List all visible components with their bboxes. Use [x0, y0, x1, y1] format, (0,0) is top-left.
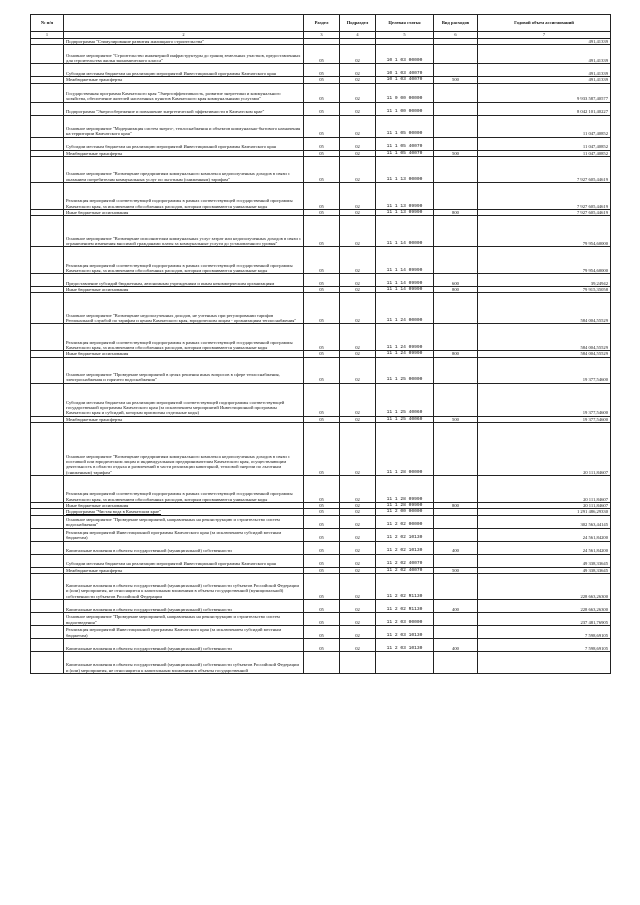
table-row: [31, 324, 611, 351]
row-target-article-cell: 11 1 25 40060: [376, 416, 434, 422]
row-section-cell: 05: [304, 509, 340, 515]
row-target-article-cell: 11 1 14 00000: [376, 216, 434, 247]
row-amount-cell: 24 561,84200: [478, 541, 611, 554]
table-row: [31, 137, 611, 150]
row-number-cell: [31, 156, 64, 182]
row-name-cell: Государственная программа Камчатского края "Энергоэффективность, развитие энергетики и коммунального хозяйства, обеспечение жителей населенных пунктов Камчатского края коммунальными услугами": [64, 83, 304, 102]
row-subsection-cell: 02: [340, 156, 376, 182]
column-number: 1: [31, 32, 64, 39]
row-name-cell: Межбюджетные трансферты: [64, 150, 304, 156]
row-section-cell: 05: [304, 612, 340, 625]
row-expense-type-cell: 800: [434, 503, 478, 509]
row-target-article-cell: 10 1 03 40070: [376, 64, 434, 77]
row-section-cell: 05: [304, 156, 340, 182]
row-expense-type-cell: [434, 293, 478, 324]
column-number: 7: [478, 32, 611, 39]
row-subsection-cell: 02: [340, 573, 376, 599]
row-target-article-cell: 11 2 03 10130: [376, 638, 434, 651]
row-amount-cell: 79 954,60000: [478, 216, 611, 247]
row-amount-cell: 19 377,54600: [478, 357, 611, 383]
table-row: [31, 293, 611, 324]
row-number-cell: [31, 45, 64, 64]
row-target-article-cell: 11 1 28 09990: [376, 503, 434, 509]
row-amount-cell: 1 291 486,29330: [478, 509, 611, 515]
row-expense-type-cell: 400: [434, 638, 478, 651]
row-number-cell: [31, 324, 64, 351]
row-subsection-cell: 02: [340, 528, 376, 541]
row-subsection-cell: 02: [340, 625, 376, 638]
row-subsection-cell: 02: [340, 383, 376, 416]
row-name-cell: Подпрограмма "Стимулирование развития жилищного строительства": [64, 39, 304, 45]
header-target-article: Целевая статья: [376, 15, 434, 32]
row-section-cell: 05: [304, 324, 340, 351]
row-target-article-cell: 11 0 00 00000: [376, 83, 434, 102]
row-expense-type-cell: [434, 216, 478, 247]
row-section-cell: 05: [304, 351, 340, 357]
row-number-cell: [31, 274, 64, 287]
header-name: [64, 15, 304, 32]
row-amount-cell: 237 481,76905: [478, 612, 611, 625]
row-subsection-cell: 02: [340, 638, 376, 651]
row-number-cell: [31, 476, 64, 503]
row-name-cell: Реализация мероприятий соответствующей подпрограммы в рамках соответствующей государственной программы Камчатского края, за исключением обособленных расходов, которым присваиваются уникальные коды: [64, 476, 304, 503]
row-subsection-cell: 02: [340, 115, 376, 137]
row-target-article-cell: 11 2 02 00000: [376, 515, 434, 528]
row-number-cell: [31, 541, 64, 554]
row-section-cell: 05: [304, 554, 340, 567]
row-number-cell: [31, 573, 64, 599]
table-row: [31, 247, 611, 274]
row-target-article-cell: 11 2 02 R1130: [376, 573, 434, 599]
row-name-cell: Основное мероприятие "Проведение мероприятий в целях решения иных вопросов в сфере теплоснабжения, электроснабжения и горячего водоснабжения": [64, 357, 304, 383]
row-subsection-cell: 02: [340, 64, 376, 77]
row-number-cell: [31, 293, 64, 324]
row-target-article-cell: 11 1 13 09990: [376, 182, 434, 209]
row-name-cell: Реализация мероприятий соответствующей подпрограммы в рамках соответствующей государственной программы Камчатского края, за исключением обособленных расходов, которым присваиваются уникальные коды: [64, 324, 304, 351]
row-section-cell: 05: [304, 416, 340, 422]
table-row: [31, 625, 611, 638]
row-amount-cell: 79 915,35058: [478, 287, 611, 293]
row-expense-type-cell: [434, 528, 478, 541]
row-subsection-cell: 02: [340, 416, 376, 422]
row-name-cell: Предоставление субсидий бюджетным, автономным учреждениям и иным некоммерческим организациям: [64, 274, 304, 287]
row-target-article-cell: 11 1 25 00000: [376, 357, 434, 383]
row-expense-type-cell: 500: [434, 150, 478, 156]
table-header-row: [31, 15, 611, 32]
row-amount-cell: 20 111,84607: [478, 503, 611, 509]
table-row: [31, 423, 611, 476]
row-section-cell: 05: [304, 102, 340, 115]
row-number-cell: [31, 247, 64, 274]
row-name-cell: Основное мероприятие "Проведение мероприятий, направленных на реконструкцию и строительство систем водоотведения": [64, 612, 304, 625]
row-target-article-cell: 11 2 02 40070: [376, 567, 434, 573]
row-amount-cell: 584 004,55529: [478, 324, 611, 351]
row-section-cell: 05: [304, 383, 340, 416]
row-section-cell: 05: [304, 216, 340, 247]
row-expense-type-cell: 500: [434, 77, 478, 83]
row-number-cell: [31, 357, 64, 383]
table-row: [31, 115, 611, 137]
row-name-cell: Подпрограмма "Энергосбережение и повышение энергетической эффективности в Камчатском крае": [64, 102, 304, 115]
row-amount-cell: 19 377,54600: [478, 383, 611, 416]
row-subsection-cell: 02: [340, 77, 376, 83]
row-section-cell: 05: [304, 77, 340, 83]
row-expense-type-cell: 800: [434, 287, 478, 293]
row-amount-cell: [478, 651, 611, 673]
row-number-cell: [31, 383, 64, 416]
row-section-cell: 05: [304, 182, 340, 209]
row-number-cell: [31, 115, 64, 137]
row-amount-cell: 302 563,44145: [478, 515, 611, 528]
row-subsection-cell: 02: [340, 247, 376, 274]
header-subsection: Подраздел: [340, 15, 376, 32]
row-name-cell: Основное мероприятие "Проведение мероприятий, направленных на реконструкцию и строительство систем водоснабжения": [64, 515, 304, 528]
table-row: [31, 638, 611, 651]
row-amount-cell: 491,41339: [478, 64, 611, 77]
row-section-cell: 05: [304, 150, 340, 156]
row-amount-cell: 491,41339: [478, 39, 611, 45]
row-number-cell: [31, 423, 64, 476]
row-expense-type-cell: [434, 45, 478, 64]
row-number-cell: [31, 83, 64, 102]
row-subsection-cell: 02: [340, 45, 376, 64]
row-amount-cell: 49 338,33645: [478, 554, 611, 567]
row-name-cell: Субсидии местным бюджетам на реализацию мероприятий Инвестиционной программы Камчатского края: [64, 554, 304, 567]
row-name-cell: Основное мероприятие "Строительство инженерной инфраструктуры до границ земельных участков, предоставленных для строительства жилья экономического класса": [64, 45, 304, 64]
column-number: 4: [340, 32, 376, 39]
row-name-cell: Реализация мероприятий соответствующей подпрограммы в рамках соответствующей государственной программы Камчатского края, за исключением обособленных расходов, которым присваиваются уникальные коды: [64, 182, 304, 209]
row-name-cell: Подпрограмма "Чистая вода в Камчатском крае": [64, 509, 304, 515]
table-row: [31, 476, 611, 503]
table-row: [31, 45, 611, 64]
row-subsection-cell: 02: [340, 612, 376, 625]
row-expense-type-cell: 400: [434, 541, 478, 554]
row-subsection-cell: 02: [340, 567, 376, 573]
header-number: № п/п: [31, 15, 64, 32]
row-name-cell: Субсидии местным бюджетам на реализацию мероприятий Инвестиционной программы Камчатского края: [64, 137, 304, 150]
column-number-row: [31, 32, 611, 39]
row-amount-cell: 19 377,54600: [478, 416, 611, 422]
row-target-article-cell: 11 2 02 10130: [376, 541, 434, 554]
row-number-cell: [31, 182, 64, 209]
row-amount-cell: 11 047,40852: [478, 137, 611, 150]
row-amount-cell: 24 561,84200: [478, 528, 611, 541]
table-row: [31, 182, 611, 209]
row-target-article-cell: 11 1 00 00000: [376, 102, 434, 115]
row-name-cell: Межбюджетные трансферты: [64, 416, 304, 422]
row-section-cell: 05: [304, 115, 340, 137]
row-section-cell: 05: [304, 515, 340, 528]
row-section-cell: 05: [304, 357, 340, 383]
row-amount-cell: 7 927 605,44619: [478, 209, 611, 215]
row-section-cell: 05: [304, 573, 340, 599]
row-section-cell: 05: [304, 209, 340, 215]
row-expense-type-cell: [434, 515, 478, 528]
table-row: [31, 383, 611, 416]
row-expense-type-cell: 800: [434, 351, 478, 357]
row-target-article-cell: 11 1 28 09990: [376, 476, 434, 503]
row-subsection-cell: 02: [340, 216, 376, 247]
row-name-cell: Реализация мероприятий соответствующей подпрограммы в рамках соответствующей государственной программы Камчатского края, за исключением обособленных расходов, которым присваиваются уникальные коды: [64, 247, 304, 274]
row-target-article-cell: 11 1 24 09990: [376, 324, 434, 351]
column-number: 5: [376, 32, 434, 39]
row-target-article-cell: 11 1 05 40070: [376, 150, 434, 156]
header-expense-type: Вид расходов: [434, 15, 478, 32]
row-number-cell: [31, 638, 64, 651]
row-target-article-cell: 11 1 05 00000: [376, 115, 434, 137]
row-target-article-cell: 11 2 02 R1130: [376, 599, 434, 612]
row-section-cell: 05: [304, 64, 340, 77]
row-expense-type-cell: [434, 554, 478, 567]
row-target-article-cell: 11 1 14 09990: [376, 274, 434, 287]
row-section-cell: 05: [304, 503, 340, 509]
row-target-article-cell: 10 1 03 00000: [376, 45, 434, 64]
row-subsection-cell: [340, 651, 376, 673]
row-section-cell: [304, 651, 340, 673]
row-subsection-cell: 02: [340, 274, 376, 287]
row-amount-cell: 7 927 605,44619: [478, 156, 611, 182]
row-name-cell: Капитальные вложения в объекты государственной (муниципальной) собственности: [64, 599, 304, 612]
row-expense-type-cell: 500: [434, 567, 478, 573]
row-subsection-cell: 02: [340, 357, 376, 383]
row-number-cell: [31, 599, 64, 612]
row-name-cell: Субсидии местным бюджетам на реализацию мероприятий Инвестиционной программы Камчатского края: [64, 64, 304, 77]
row-name-cell: Капитальные вложения в объекты государственной (муниципальной) собственности: [64, 541, 304, 554]
row-expense-type-cell: [434, 156, 478, 182]
row-name-cell: Межбюджетные трансферты: [64, 77, 304, 83]
column-number: 6: [434, 32, 478, 39]
row-name-cell: Иные бюджетные ассигнования: [64, 287, 304, 293]
table-row: [31, 612, 611, 625]
table-row: [31, 599, 611, 612]
row-amount-cell: 7 927 605,44619: [478, 182, 611, 209]
row-number-cell: [31, 137, 64, 150]
row-subsection-cell: 02: [340, 182, 376, 209]
header-section: Раздел: [304, 15, 340, 32]
row-name-cell: Реализация мероприятий Инвестиционной программы Камчатского края (за исключением субсидий местным бюджетам): [64, 528, 304, 541]
row-amount-cell: 49 338,33645: [478, 567, 611, 573]
table-row: [31, 216, 611, 247]
row-number-cell: [31, 625, 64, 638]
row-subsection-cell: 02: [340, 83, 376, 102]
row-target-article-cell: 11 2 00 00000: [376, 509, 434, 515]
row-number-cell: [31, 651, 64, 673]
row-section-cell: 05: [304, 274, 340, 287]
row-name-cell: Основное мероприятие "Возмещение предприятиям коммунального комплекса недополученных доходов в связи с поставкой или юридическим лицам и индивидуальным предпринимателям Камчатского края, осуществляющим деятельность в области отдыха и развлечений в части реализации кавитарной, тепловой энергии по льготным (сниженным) тарифам": [64, 423, 304, 476]
row-target-article-cell: 11 1 13 00000: [376, 156, 434, 182]
row-expense-type-cell: [434, 612, 478, 625]
table-row: [31, 156, 611, 182]
row-expense-type-cell: [434, 64, 478, 77]
row-amount-cell: 228 663,26300: [478, 573, 611, 599]
row-number-cell: [31, 515, 64, 528]
table-body: [31, 39, 611, 674]
row-amount-cell: 7 598,69105: [478, 638, 611, 651]
row-subsection-cell: 02: [340, 554, 376, 567]
row-subsection-cell: 02: [340, 515, 376, 528]
row-expense-type-cell: [434, 247, 478, 274]
row-amount-cell: 7 598,69105: [478, 625, 611, 638]
row-amount-cell: 9 933 587,40577: [478, 83, 611, 102]
row-subsection-cell: 02: [340, 137, 376, 150]
table-row: [31, 573, 611, 599]
row-target-article-cell: [376, 651, 434, 673]
row-name-cell: Капитальные вложения в объекты государственной (муниципальной) собственности субъектов Российской Федерации и (или) мероприятия, не относящиеся к капитальным вложениям в объекты государственной: [64, 651, 304, 673]
row-expense-type-cell: [434, 383, 478, 416]
row-section-cell: 05: [304, 287, 340, 293]
table-row: [31, 274, 611, 287]
row-target-article-cell: 11 1 25 40060: [376, 383, 434, 416]
row-number-cell: [31, 554, 64, 567]
row-subsection-cell: 02: [340, 541, 376, 554]
table-row: [31, 528, 611, 541]
row-expense-type-cell: [434, 83, 478, 102]
row-subsection-cell: 02: [340, 476, 376, 503]
row-section-cell: 05: [304, 476, 340, 503]
row-subsection-cell: 02: [340, 324, 376, 351]
row-amount-cell: 79 954,60000: [478, 247, 611, 274]
row-expense-type-cell: [434, 651, 478, 673]
column-number: 2: [64, 32, 304, 39]
row-section-cell: 05: [304, 625, 340, 638]
row-section-cell: 05: [304, 293, 340, 324]
row-expense-type-cell: [434, 102, 478, 115]
row-subsection-cell: 02: [340, 599, 376, 612]
row-name-cell: Межбюджетные трансферты: [64, 567, 304, 573]
row-target-article-cell: 11 1 13 09990: [376, 209, 434, 215]
row-target-article-cell: 11 1 14 09990: [376, 287, 434, 293]
table-row: [31, 102, 611, 115]
row-amount-cell: 11 047,40852: [478, 150, 611, 156]
table-row: [31, 554, 611, 567]
row-amount-cell: 11 047,40852: [478, 115, 611, 137]
row-subsection-cell: 02: [340, 209, 376, 215]
row-section-cell: 05: [304, 423, 340, 476]
row-target-article-cell: 11 1 28 00000: [376, 423, 434, 476]
row-section-cell: 05: [304, 599, 340, 612]
row-amount-cell: 491,41339: [478, 45, 611, 64]
row-name-cell: Иные бюджетные ассигнования: [64, 209, 304, 215]
row-number-cell: [31, 216, 64, 247]
row-expense-type-cell: [434, 357, 478, 383]
row-name-cell: Капитальные вложения в объекты государственной (муниципальной) собственности: [64, 638, 304, 651]
row-target-article-cell: 11 1 14 09990: [376, 247, 434, 274]
row-subsection-cell: 02: [340, 503, 376, 509]
table-row: [31, 357, 611, 383]
row-section-cell: 05: [304, 45, 340, 64]
row-subsection-cell: 02: [340, 293, 376, 324]
table-row: [31, 651, 611, 673]
row-name-cell: Основное мероприятие "Модернизация систем энерго-, теплоснабжения и объектов коммунально-бытового назначения на территории Камчатского края": [64, 115, 304, 137]
row-name-cell: Капитальные вложения в объекты государственной (муниципальной) собственности субъектов Российской Федерации и (или) мероприятия, не относящиеся к капитальным вложениям в объекты государственной (муниципальной) собственности субъектов Российской Федерации: [64, 573, 304, 599]
row-amount-cell: 584 004,55529: [478, 351, 611, 357]
row-expense-type-cell: [434, 625, 478, 638]
row-expense-type-cell: 400: [434, 599, 478, 612]
row-name-cell: Субсидии местным бюджетам на реализацию мероприятий соответствующей подпрограммы соответствующей государственной программы Камчатского края (за исключением мероприятий Инвестиционной программы Камчатского края и субсидий, которым присвоены отдельные коды): [64, 383, 304, 416]
row-expense-type-cell: 800: [434, 209, 478, 215]
row-target-article-cell: 11 1 24 09990: [376, 351, 434, 357]
row-expense-type-cell: 600: [434, 274, 478, 287]
row-target-article-cell: 11 2 02 10130: [376, 528, 434, 541]
row-target-article-cell: 11 1 24 00000: [376, 293, 434, 324]
row-expense-type-cell: [434, 573, 478, 599]
row-name-cell: Иные бюджетные ассигнования: [64, 503, 304, 509]
row-amount-cell: 584 004,55529: [478, 293, 611, 324]
row-section-cell: 05: [304, 528, 340, 541]
row-subsection-cell: 02: [340, 351, 376, 357]
row-section-cell: 05: [304, 83, 340, 102]
row-section-cell: 05: [304, 137, 340, 150]
row-target-article-cell: 11 2 03 10130: [376, 625, 434, 638]
row-expense-type-cell: [434, 423, 478, 476]
row-section-cell: 05: [304, 567, 340, 573]
row-expense-type-cell: [434, 476, 478, 503]
row-name-cell: Реализация мероприятий Инвестиционной программы Камчатского края (за исключением субсидий местным бюджетам): [64, 625, 304, 638]
row-subsection-cell: 02: [340, 423, 376, 476]
row-number-cell: [31, 612, 64, 625]
row-expense-type-cell: [434, 324, 478, 351]
row-expense-type-cell: 500: [434, 416, 478, 422]
row-subsection-cell: 02: [340, 150, 376, 156]
row-subsection-cell: 02: [340, 509, 376, 515]
row-number-cell: [31, 528, 64, 541]
row-subsection-cell: 02: [340, 287, 376, 293]
row-section-cell: 05: [304, 638, 340, 651]
header-annual-amount: Годовой объем ассигнований: [478, 15, 611, 32]
row-amount-cell: 228 663,26300: [478, 599, 611, 612]
row-amount-cell: 20 111,84607: [478, 476, 611, 503]
row-section-cell: 05: [304, 247, 340, 274]
row-target-article-cell: 11 1 05 40070: [376, 137, 434, 150]
row-amount-cell: 491,41339: [478, 77, 611, 83]
row-name-cell: Иные бюджетные ассигнования: [64, 351, 304, 357]
table-row: [31, 83, 611, 102]
row-expense-type-cell: [434, 137, 478, 150]
row-name-cell: Основное мероприятие "Возмещение недополученных доходов, не учтенных при регулировании тарифов Региональной службой по тарифам и ценам Камчатского края, юридическим лицам - организациям теплоснабжения": [64, 293, 304, 324]
row-expense-type-cell: [434, 115, 478, 137]
row-amount-cell: 20 111,84607: [478, 423, 611, 476]
row-name-cell: Основное мероприятие "Возмещение исполнителям коммунальных услуг затрат или недополученных доходов в связи с ограничением изменения вносимой гражданами платы за коммунальные услуги до установленного уровня": [64, 216, 304, 247]
row-target-article-cell: 10 1 03 40070: [376, 77, 434, 83]
row-section-cell: 05: [304, 541, 340, 554]
row-subsection-cell: 02: [340, 102, 376, 115]
row-number-cell: [31, 64, 64, 77]
row-number-cell: [31, 102, 64, 115]
table-row: [31, 64, 611, 77]
table-row: [31, 515, 611, 528]
row-target-article-cell: 11 2 03 00000: [376, 612, 434, 625]
table-row: [31, 541, 611, 554]
column-number: 3: [304, 32, 340, 39]
row-amount-cell: 39,24942: [478, 274, 611, 287]
row-target-article-cell: 11 2 02 40070: [376, 554, 434, 567]
budget-table: [30, 14, 611, 674]
row-expense-type-cell: [434, 182, 478, 209]
row-amount-cell: 8 042 101,40227: [478, 102, 611, 115]
row-name-cell: Основное мероприятие "Возмещение предприятиям коммунального комплекса недополученных доходов в связи с оказанием потребителям коммунальных услуг по льготным (сниженным) тарифам": [64, 156, 304, 182]
